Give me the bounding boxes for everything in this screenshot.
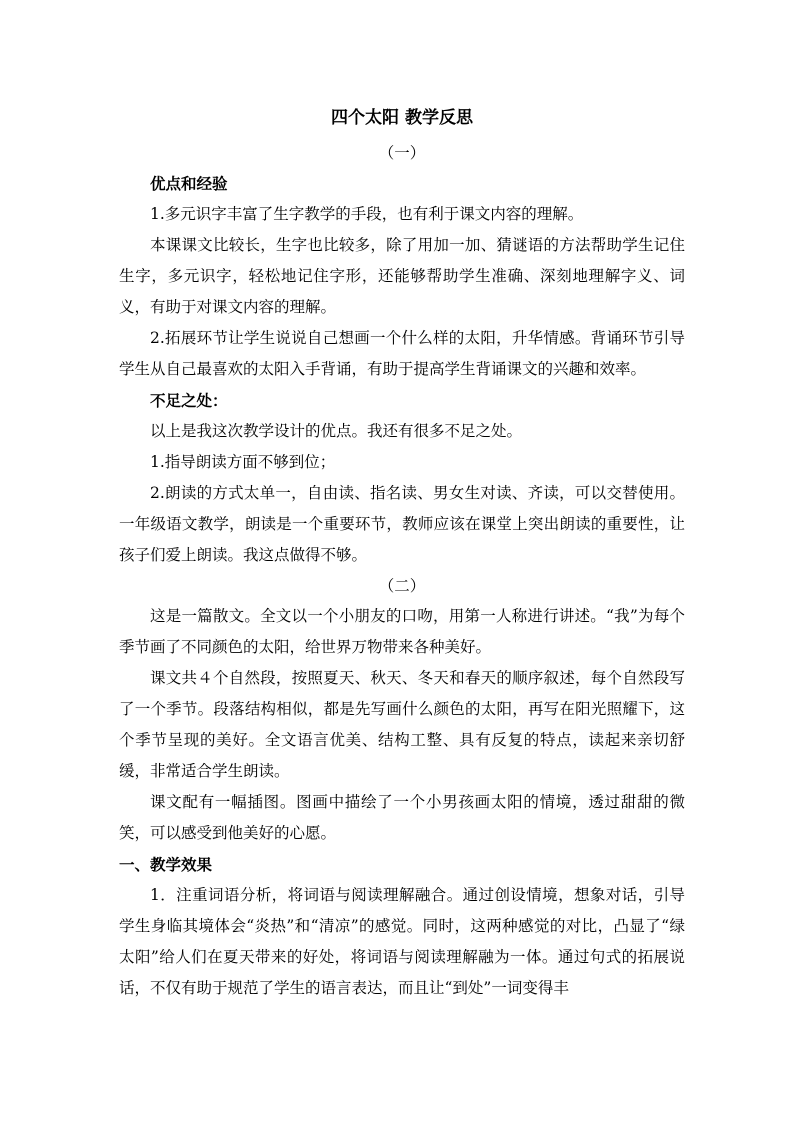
strengths-heading: 优点和经验 <box>150 174 228 193</box>
document-page <box>119 98 685 1004</box>
paragraph: 1.多元识字丰富了生字教学的手段，也有利于课文内容的理解。 <box>150 205 584 223</box>
paragraph: 以上是我这次教学设计的优点。我还有很多不足之处。 <box>150 422 523 440</box>
document-title: 四个太阳 教学反思 <box>331 108 473 128</box>
paragraph: 这是一篇散文。全文以一个小朋友的口吻，用第一人称进行讲述。“我”为每个季节画了不同颜色的太阳，给世界万物带来各种美好。 <box>119 607 685 656</box>
section-one-mark: （一） <box>378 144 426 162</box>
weaknesses-heading: 不足之处： <box>150 391 228 410</box>
section-two-mark: （二） <box>378 577 426 595</box>
paragraph: 1.指导朗读方面不够到位； <box>150 453 336 471</box>
teaching-effect-heading: 一、教学效果 <box>119 855 213 874</box>
paragraph: 2.朗读的方式太单一，自由读、指名读、男女生对读、齐读，可以交替使用。一年级语文教学，朗读是一个重要环节，教师应该在课堂上突出朗读的重要性，让孩子们爱上朗读。我这点做得不够。 <box>119 484 685 564</box>
paragraph: 2.拓展环节让学生说说自己想画一个什么样的太阳，升华情感。背诵环节引导学生从自己最喜欢的太阳入手背诵，有助于提高学生背诵课文的兴趣和效率。 <box>119 329 685 378</box>
paragraph: 1．注重词语分析，将词语与阅读理解融合。通过创设情境，想象对话，引导学生身临其境体会“炎热”和“清凉”的感觉。同时，这两种感觉的对比，凸显了“绿太阳”给人们在夏天带来的好处，将词语与阅读理解融为一体。通过句式的拓展说话，不仅有助于规范了学生的语言表达，而且让“到处”一词变得丰 <box>119 886 685 997</box>
paragraph: 课文共４个自然段，按照夏天、秋天、冬天和春天的顺序叙述，每个自然段写了一个季节。段落结构相似，都是先写画什么颜色的太阳，再写在阳光照耀下，这个季节呈现的美好。全文语言优美、结构工整、具有反复的特点，读起来亲切舒缓，非常适合学生朗读。 <box>119 669 685 780</box>
paragraph: 课文配有一幅插图。图画中描绘了一个小男孩画太阳的情境，透过甜甜的微笑，可以感受到他美好的心愿。 <box>119 793 685 842</box>
paragraph: 本课课文比较长，生字也比较多，除了用加一加、猜谜语的方法帮助学生记住生字，多元识字，轻松地记住字形，还能够帮助学生准确、深刻地理解字义、词义，有助于对课文内容的理解。 <box>119 236 685 316</box>
